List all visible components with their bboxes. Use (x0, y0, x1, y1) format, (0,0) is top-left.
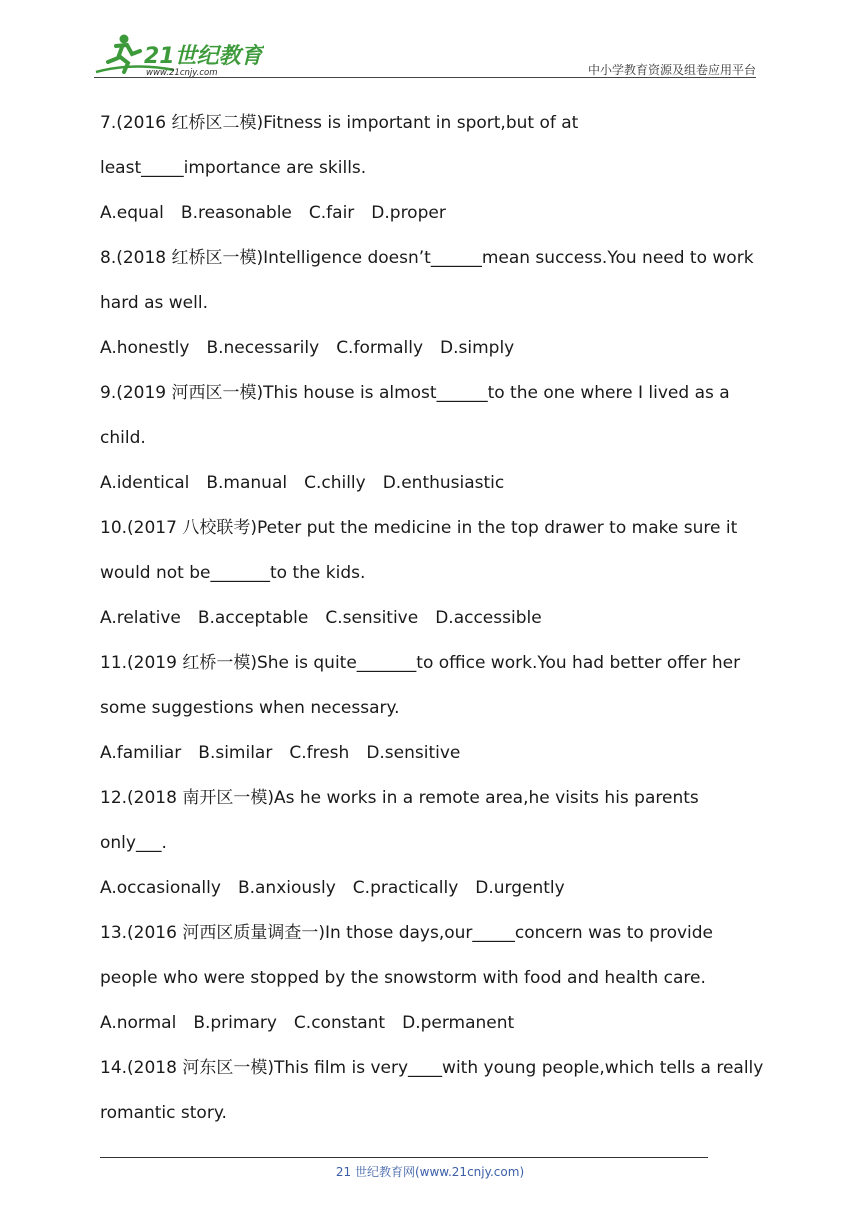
site-logo (94, 32, 264, 78)
options-row (100, 870, 770, 915)
question-item (100, 1050, 770, 1140)
answer-option: A.equal (100, 203, 164, 223)
question-text-line: 12.(2018 南开区一模)As he works in a remote area,he visits his parents (100, 788, 699, 808)
answer-option: C.formally (336, 338, 424, 358)
question-text-line: child. (100, 428, 146, 448)
options-row (100, 735, 770, 780)
answer-option: C.sensitive (325, 608, 419, 628)
question-text-line: romantic story. (100, 1103, 227, 1123)
runner-logo-icon (94, 32, 264, 78)
options-row (100, 465, 770, 510)
answer-option: D.proper (371, 203, 446, 223)
answer-option: C.chilly (304, 473, 366, 493)
answer-option: D.urgently (475, 878, 565, 898)
question-text-line: only___. (100, 833, 167, 853)
answer-option: C.practically (352, 878, 459, 898)
header-divider (94, 77, 756, 78)
question-text-line: people who were stopped by the snowstorm with food and health care. (100, 968, 706, 988)
page-header (0, 0, 860, 80)
answer-option: C.fair (308, 203, 355, 223)
question-text-line: 9.(2019 河西区一模)This house is almost______to the one where I lived as a (100, 383, 730, 403)
options-row (100, 600, 770, 645)
question-text-line: least_____importance are skills. (100, 158, 367, 178)
question-text-line: 8.(2018 红桥区一模)Intelligence doesn’t______mean success.You need to work (100, 248, 754, 268)
question-text-line: some suggestions when necessary. (100, 698, 400, 718)
answer-option: B.reasonable (180, 203, 292, 223)
answer-option: B.acceptable (197, 608, 309, 628)
question-item (100, 645, 770, 780)
question-text-line: 13.(2016 河西区质量调查一)In those days,our_____concern was to provide (100, 923, 714, 943)
answer-option: D.sensitive (366, 743, 461, 763)
footer-divider (100, 1157, 708, 1158)
options-row (100, 330, 770, 375)
question-list (100, 105, 770, 1140)
answer-option: A.identical (100, 473, 190, 493)
question-text-line: 14.(2018 河东区一模)This film is very____with young people,which tells a really (100, 1058, 764, 1078)
question-text-line: 11.(2019 红桥一模)She is quite_______to office work.You had better offer her (100, 653, 741, 673)
answer-option: A.normal (100, 1013, 177, 1033)
answer-option: B.primary (193, 1013, 277, 1033)
question-text-line: would not be_______to the kids. (100, 563, 366, 583)
answer-option: A.familiar (100, 743, 182, 763)
header-platform-text: 中小学教育资源及组卷应用平台 (587, 63, 756, 77)
answer-option: C.constant (293, 1013, 386, 1033)
options-row (100, 1005, 770, 1050)
question-item (100, 105, 770, 240)
answer-option: A.relative (100, 608, 181, 628)
question-item (100, 375, 770, 510)
question-text-line: hard as well. (100, 293, 208, 313)
answer-option: A.occasionally (100, 878, 221, 898)
logo-brand-text: 21世纪教育 (144, 44, 263, 69)
answer-option: D.accessible (435, 608, 542, 628)
logo-url-text: www.21cnjy.com (146, 68, 218, 78)
question-item (100, 510, 770, 645)
question-item (100, 780, 770, 915)
answer-option: A.honestly (100, 338, 190, 358)
question-item (100, 915, 770, 1050)
options-row (100, 195, 770, 240)
answer-option: C.fresh (289, 743, 350, 763)
question-text-line: 10.(2017 八校联考)Peter put the medicine in the top drawer to make sure it (100, 518, 738, 538)
answer-option: B.anxiously (237, 878, 336, 898)
question-item (100, 240, 770, 375)
answer-option: B.similar (198, 743, 273, 763)
footer-text: 21 世纪教育网(www.21cnjy.com) (335, 1165, 525, 1179)
answer-option: D.permanent (402, 1013, 515, 1033)
question-text-line: 7.(2016 红桥区二模)Fitness is important in sport,but of at (100, 113, 579, 133)
answer-option: B.necessarily (206, 338, 320, 358)
answer-option: B.manual (206, 473, 288, 493)
answer-option: D.simply (440, 338, 515, 358)
answer-option: D.enthusiastic (382, 473, 505, 493)
